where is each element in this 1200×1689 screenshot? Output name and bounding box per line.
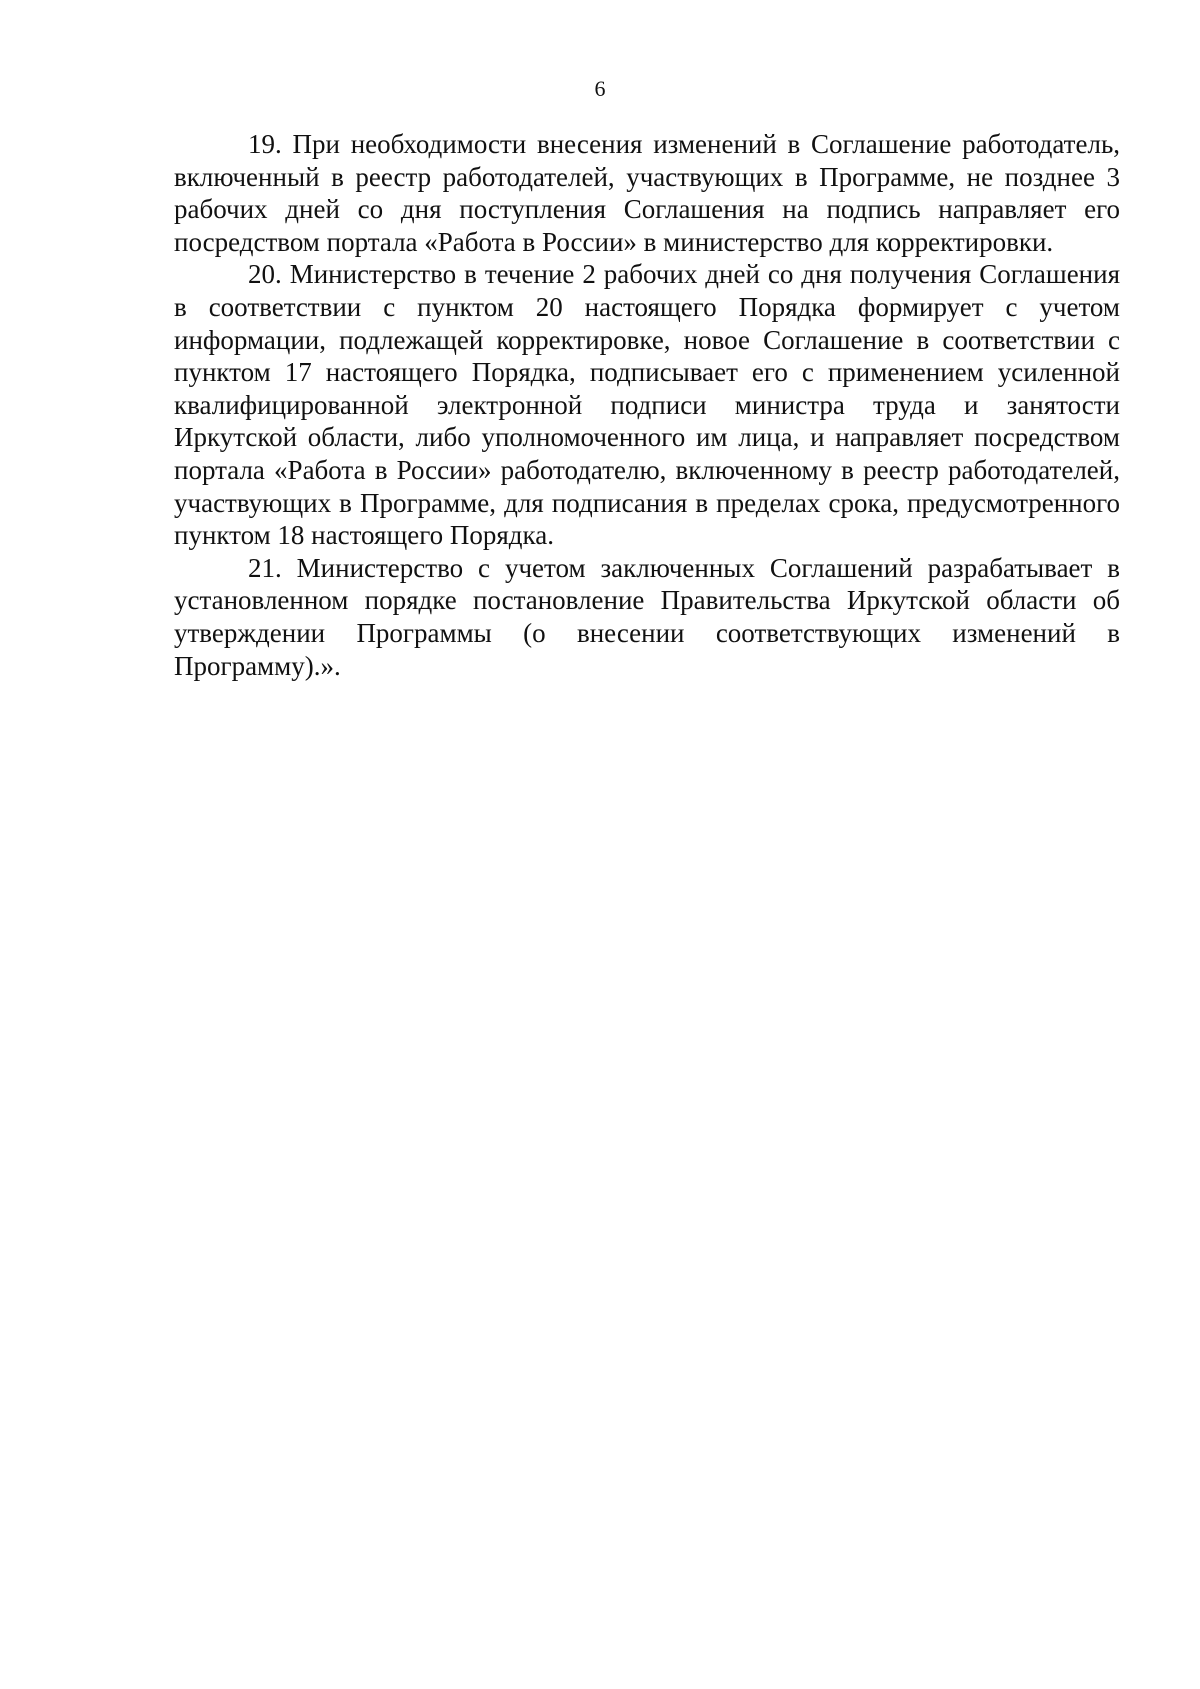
paragraph-number: 19. <box>248 129 282 159</box>
page-number: 6 <box>594 76 606 101</box>
paragraph-number: 21. <box>248 552 282 583</box>
paragraph-text: Министерство с учетом заключенных Соглашений разрабатывает в установленном порядке постановление Правительства Иркутской области об утверждении Программы (о внесении соответствующих изменений в Программу).». <box>174 552 1121 681</box>
paragraph-19 <box>174 128 1120 258</box>
paragraph-21 <box>174 552 1120 682</box>
paragraph-text: Министерство в течение 2 рабочих дней со дня получения Соглашения в соответствии с пунктом 20 настоящего Порядка формирует с учетом информации, подлежащей корректировке, новое Соглашение в соответствии с пунктом 17 настоящего Порядка, подписывает его с применением усиленной квалифицированной электронной подписи министра труда и занятости Иркутской области, либо уполномоченного им лица, и направляет посредством портала «Работа в России» работодателю, включенному в реестр работодателей, участвующих в Программе, для подписания в пределах срока, предусмотренного пунктом 18 настоящего Порядка. <box>174 259 1120 551</box>
paragraph-text: При необходимости внесения изменений в Соглашение работодатель, включенный в реестр работодателей, участвующих в Программе, не позднее 3 рабочих дней со дня поступления Соглашения на подпись направляет его посредством портала «Работа в России» в министерство для корректировки. <box>174 129 1121 257</box>
paragraph-number: 20. <box>248 259 282 290</box>
paragraph-20 <box>174 258 1120 551</box>
document-body <box>174 128 1120 682</box>
